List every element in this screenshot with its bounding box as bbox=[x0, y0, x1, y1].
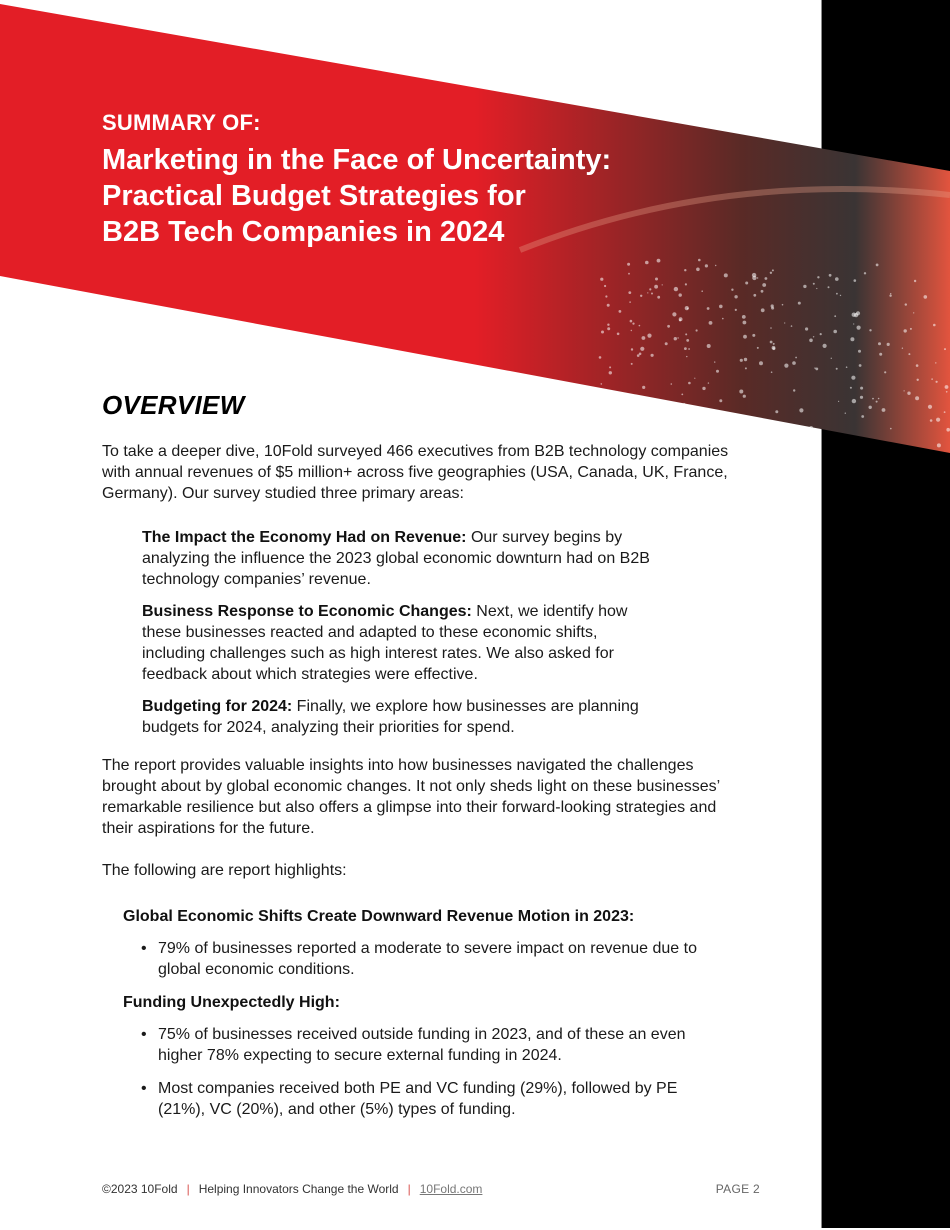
city-light bbox=[707, 344, 711, 348]
bullet-text: 79% of businesses reported a moderate to severe impact on revenue due to global economic conditions. bbox=[158, 940, 697, 978]
highlight-heading: Global Economic Shifts Create Downward Revenue Motion in 2023: bbox=[123, 908, 635, 925]
city-light bbox=[845, 413, 846, 414]
city-light bbox=[709, 321, 713, 325]
city-light bbox=[607, 324, 609, 326]
city-light bbox=[863, 444, 866, 447]
city-light bbox=[791, 325, 793, 327]
city-light bbox=[743, 321, 747, 325]
city-light bbox=[602, 410, 605, 413]
city-light bbox=[832, 443, 834, 445]
bullet-text: 75% of businesses received outside funding in 2023, and of these an even higher 78% expecting to secure external funding in 2024. bbox=[158, 1026, 686, 1064]
footer-separator: | bbox=[186, 1182, 190, 1196]
city-light bbox=[744, 358, 747, 361]
city-light bbox=[677, 337, 678, 338]
overview-content bbox=[102, 441, 742, 1132]
city-light bbox=[758, 433, 761, 436]
city-light bbox=[617, 333, 620, 336]
city-light bbox=[619, 310, 622, 313]
city-light bbox=[933, 324, 936, 327]
city-light bbox=[852, 442, 854, 444]
city-light bbox=[632, 323, 634, 325]
city-light bbox=[740, 359, 743, 362]
highlight-heading: Funding Unexpectedly High: bbox=[123, 994, 340, 1011]
city-light bbox=[838, 401, 839, 402]
city-light bbox=[688, 348, 690, 350]
city-light bbox=[936, 381, 938, 383]
city-light bbox=[833, 450, 837, 454]
city-light bbox=[724, 273, 728, 277]
footer-tagline: Helping Innovators Change the World bbox=[198, 1182, 399, 1196]
city-light bbox=[686, 356, 687, 357]
city-light bbox=[917, 379, 919, 381]
city-light bbox=[890, 293, 891, 294]
city-light bbox=[707, 307, 710, 310]
city-light bbox=[651, 354, 654, 357]
city-light bbox=[909, 448, 911, 450]
city-light bbox=[627, 263, 630, 266]
website-link[interactable]: 10Fold.com bbox=[419, 1182, 483, 1196]
city-light bbox=[693, 411, 697, 415]
city-light bbox=[805, 327, 808, 330]
city-light bbox=[758, 451, 762, 455]
city-light bbox=[908, 353, 910, 355]
city-light bbox=[809, 426, 813, 430]
city-light bbox=[882, 408, 886, 412]
city-light bbox=[850, 387, 852, 389]
city-light bbox=[743, 395, 746, 398]
city-light bbox=[652, 400, 655, 403]
city-light bbox=[681, 394, 683, 396]
city-light bbox=[607, 304, 610, 307]
banner-text bbox=[102, 110, 611, 250]
city-light bbox=[852, 399, 856, 403]
city-light bbox=[913, 312, 914, 313]
city-light bbox=[647, 334, 651, 338]
city-light bbox=[833, 330, 837, 334]
summary-kicker: SUMMARY OF: bbox=[102, 110, 261, 135]
city-light bbox=[784, 364, 788, 368]
city-light bbox=[816, 288, 817, 289]
page-footer bbox=[102, 1181, 760, 1197]
city-light bbox=[645, 430, 648, 433]
city-light bbox=[685, 333, 687, 335]
city-light bbox=[820, 333, 822, 335]
city-light bbox=[869, 406, 872, 409]
title-line: Marketing in the Face of Uncertainty: bbox=[102, 144, 612, 176]
city-light bbox=[604, 285, 606, 287]
city-light bbox=[872, 444, 874, 446]
city-light bbox=[914, 280, 916, 282]
city-light bbox=[775, 410, 778, 413]
city-light bbox=[878, 342, 881, 345]
city-light bbox=[705, 264, 708, 267]
city-light bbox=[821, 452, 824, 455]
city-light bbox=[645, 261, 649, 265]
city-light bbox=[772, 347, 775, 350]
city-light bbox=[761, 308, 765, 312]
city-light bbox=[850, 337, 854, 341]
page-number: PAGE 2 bbox=[715, 1182, 760, 1196]
highlight-bullets bbox=[123, 1024, 723, 1120]
city-light bbox=[619, 435, 622, 438]
area-label: The Impact the Economy Had on Revenue: bbox=[142, 529, 467, 546]
city-light bbox=[842, 449, 844, 451]
area-text: Finally, we explore how businesses are planning budgets for 2024, analyzing their priorities for spend. bbox=[142, 698, 639, 736]
overview-heading: OVERVIEW bbox=[102, 390, 245, 420]
city-light bbox=[752, 334, 755, 337]
city-light bbox=[672, 312, 676, 316]
city-light bbox=[928, 405, 932, 409]
city-light bbox=[671, 383, 673, 385]
city-light bbox=[718, 431, 721, 434]
city-light bbox=[799, 408, 803, 412]
city-light bbox=[626, 434, 629, 437]
city-light bbox=[649, 288, 651, 290]
city-light bbox=[793, 389, 795, 391]
city-light bbox=[752, 273, 756, 277]
city-light bbox=[630, 320, 633, 323]
city-light bbox=[605, 295, 607, 297]
city-light bbox=[936, 418, 940, 422]
city-light bbox=[815, 368, 818, 371]
city-light bbox=[773, 440, 776, 443]
area-label: Business Response to Economic Changes: bbox=[142, 603, 472, 620]
city-light bbox=[654, 285, 658, 289]
city-light bbox=[631, 348, 633, 350]
city-light bbox=[809, 339, 813, 343]
city-light bbox=[702, 418, 704, 420]
city-light bbox=[907, 392, 910, 395]
city-light bbox=[647, 292, 648, 293]
city-light bbox=[836, 293, 838, 295]
city-light bbox=[640, 427, 644, 431]
city-light bbox=[714, 361, 715, 362]
city-light bbox=[784, 322, 785, 323]
city-light bbox=[772, 269, 774, 271]
city-light bbox=[904, 329, 907, 332]
city-light bbox=[887, 343, 890, 346]
city-light bbox=[830, 433, 832, 435]
city-light bbox=[628, 291, 631, 294]
city-light bbox=[770, 341, 773, 344]
city-light bbox=[651, 293, 653, 295]
city-light bbox=[679, 319, 681, 321]
city-light bbox=[944, 348, 946, 350]
area-label: Budgeting for 2024: bbox=[142, 698, 293, 715]
footer-separator: | bbox=[407, 1182, 411, 1196]
city-light bbox=[610, 424, 614, 428]
city-light bbox=[708, 382, 709, 383]
city-light bbox=[817, 276, 819, 278]
city-light bbox=[840, 295, 841, 296]
city-light bbox=[823, 344, 827, 348]
city-light bbox=[890, 428, 892, 430]
city-light bbox=[798, 302, 801, 305]
city-light bbox=[872, 398, 874, 400]
city-light bbox=[868, 452, 872, 456]
city-light bbox=[701, 290, 703, 292]
city-light bbox=[607, 327, 610, 330]
city-light bbox=[946, 391, 948, 393]
city-light bbox=[753, 294, 756, 297]
city-light bbox=[696, 329, 698, 331]
bullet-icon: • bbox=[141, 940, 147, 957]
city-light bbox=[902, 348, 903, 349]
city-light bbox=[731, 289, 733, 291]
city-light bbox=[631, 363, 633, 365]
city-light bbox=[771, 371, 773, 373]
city-light bbox=[745, 437, 748, 440]
city-light bbox=[876, 401, 878, 403]
city-light bbox=[876, 264, 879, 267]
city-light bbox=[722, 318, 724, 320]
city-light bbox=[795, 357, 797, 359]
city-light bbox=[770, 327, 772, 329]
city-light bbox=[716, 370, 719, 373]
city-light bbox=[878, 398, 880, 400]
city-light bbox=[930, 419, 933, 422]
city-light bbox=[792, 361, 796, 365]
city-light bbox=[813, 336, 814, 337]
city-light bbox=[864, 272, 866, 274]
bullet-icon: • bbox=[141, 1080, 147, 1097]
highlight-bullet bbox=[141, 1078, 723, 1120]
city-light bbox=[601, 383, 603, 385]
city-light bbox=[836, 368, 838, 370]
city-light bbox=[922, 449, 923, 450]
city-light bbox=[945, 385, 949, 389]
highlights-intro: The following are report highlights: bbox=[102, 862, 347, 879]
city-light bbox=[858, 350, 861, 353]
city-light bbox=[834, 315, 836, 317]
city-light bbox=[605, 416, 608, 419]
city-light bbox=[924, 295, 928, 299]
city-light bbox=[639, 353, 642, 356]
city-light bbox=[642, 386, 645, 389]
city-light bbox=[869, 329, 871, 331]
city-light bbox=[904, 390, 905, 391]
city-light bbox=[910, 328, 912, 330]
city-light bbox=[889, 295, 891, 297]
footer-copyright: ©2023 10Fold bbox=[102, 1182, 178, 1196]
city-light bbox=[680, 407, 682, 409]
city-light bbox=[687, 308, 689, 310]
city-light bbox=[657, 259, 661, 263]
city-light bbox=[684, 269, 686, 271]
city-light bbox=[667, 325, 670, 328]
city-light bbox=[628, 273, 630, 275]
city-light bbox=[674, 419, 676, 421]
city-light bbox=[742, 315, 746, 319]
city-light bbox=[931, 378, 933, 380]
city-light bbox=[738, 427, 740, 429]
city-light bbox=[916, 453, 917, 454]
highlight-bullets bbox=[123, 938, 723, 980]
city-light bbox=[944, 411, 946, 413]
city-light bbox=[662, 284, 663, 285]
survey-area bbox=[142, 601, 652, 685]
city-light bbox=[640, 347, 644, 351]
city-light bbox=[915, 396, 919, 400]
city-light bbox=[771, 307, 774, 310]
city-light bbox=[715, 265, 716, 266]
city-light bbox=[663, 427, 665, 429]
city-light bbox=[643, 404, 647, 408]
city-light bbox=[639, 400, 642, 403]
city-light bbox=[765, 454, 769, 458]
city-light bbox=[639, 325, 641, 327]
city-light bbox=[916, 364, 919, 367]
bullet-text: Most companies received both PE and VC funding (29%), followed by PE (21%), VC (20%), and other (5%) types of funding. bbox=[158, 1080, 678, 1118]
city-light bbox=[946, 428, 950, 432]
city-light bbox=[828, 286, 830, 288]
city-light bbox=[698, 259, 701, 262]
city-light bbox=[754, 435, 758, 439]
city-light bbox=[761, 290, 764, 293]
city-light bbox=[757, 277, 758, 278]
city-light bbox=[702, 387, 705, 390]
city-light bbox=[640, 295, 642, 297]
city-light bbox=[674, 337, 677, 340]
city-light bbox=[803, 285, 806, 288]
report-title bbox=[102, 142, 611, 250]
city-light bbox=[682, 408, 684, 410]
survey-area bbox=[142, 696, 652, 738]
city-light bbox=[935, 362, 936, 363]
title-line: B2B Tech Companies in 2024 bbox=[102, 216, 505, 248]
city-light bbox=[853, 323, 854, 324]
city-light bbox=[773, 343, 775, 345]
report-paragraph: The report provides valuable insights into how businesses navigated the challenges brought about by global economic changes. It not only sheds light on these businesses’ remarkable resilience but also offers a glimpse into their forward-looking strategies and their aspirations for the future. bbox=[102, 757, 720, 837]
city-light bbox=[694, 378, 695, 379]
city-light bbox=[905, 303, 907, 305]
city-light bbox=[846, 366, 848, 368]
city-light bbox=[735, 309, 737, 311]
city-light bbox=[770, 272, 772, 274]
highlight-bullet bbox=[141, 938, 723, 980]
city-light bbox=[831, 358, 832, 359]
intro-paragraph: To take a deeper dive, 10Fold surveyed 466 executives from B2B technology companies with annual revenues of $5 million+ across five geographies (USA, Canada, UK, France, Germany). Our survey studied three primary areas: bbox=[102, 443, 729, 502]
city-light bbox=[874, 442, 877, 445]
city-light bbox=[631, 330, 632, 331]
city-light bbox=[860, 387, 863, 390]
city-light bbox=[937, 443, 941, 447]
city-light bbox=[813, 283, 815, 285]
survey-area bbox=[142, 527, 652, 590]
city-light bbox=[734, 295, 737, 298]
city-light bbox=[854, 279, 857, 282]
city-light bbox=[665, 342, 668, 345]
city-light bbox=[599, 356, 602, 359]
city-light bbox=[679, 293, 682, 296]
city-light bbox=[658, 418, 661, 421]
city-light bbox=[851, 376, 855, 380]
city-light bbox=[860, 396, 863, 399]
city-light bbox=[799, 442, 800, 443]
city-light bbox=[762, 283, 766, 287]
city-light bbox=[684, 347, 687, 350]
city-light bbox=[719, 399, 722, 402]
city-light bbox=[743, 335, 747, 339]
city-light bbox=[609, 371, 612, 374]
city-light bbox=[835, 277, 839, 281]
city-light bbox=[637, 354, 640, 357]
area-text: Next, we identify how these businesses reacted and adapted to these economic shifts, including challenges such as high interest rates. We also asked for feedback about which strategies were effective. bbox=[142, 603, 628, 683]
city-light bbox=[619, 416, 621, 418]
city-light bbox=[739, 390, 743, 394]
city-light bbox=[859, 364, 862, 367]
city-light bbox=[674, 287, 678, 291]
city-light bbox=[884, 371, 886, 373]
city-light bbox=[829, 274, 832, 277]
city-light bbox=[861, 415, 864, 418]
city-light bbox=[941, 456, 943, 458]
highlight-bullet bbox=[141, 1024, 723, 1066]
city-light bbox=[685, 283, 687, 285]
city-light bbox=[609, 366, 611, 368]
city-light bbox=[719, 305, 723, 309]
city-light bbox=[852, 313, 856, 317]
city-light bbox=[745, 367, 747, 369]
bullet-icon: • bbox=[141, 1026, 147, 1043]
city-light bbox=[688, 382, 691, 385]
city-light bbox=[765, 277, 768, 280]
city-light bbox=[657, 296, 660, 299]
city-light bbox=[600, 278, 603, 281]
city-light bbox=[613, 415, 617, 419]
city-light bbox=[759, 361, 763, 365]
city-light bbox=[757, 347, 759, 349]
city-light bbox=[628, 425, 629, 426]
city-light bbox=[682, 403, 685, 406]
city-light bbox=[743, 419, 747, 423]
city-light bbox=[686, 339, 689, 342]
survey-areas bbox=[142, 527, 652, 738]
city-light bbox=[696, 268, 700, 272]
city-light bbox=[629, 301, 631, 303]
title-line: Practical Budget Strategies for bbox=[102, 180, 526, 212]
city-light bbox=[857, 326, 861, 330]
city-light bbox=[879, 353, 882, 356]
city-light bbox=[642, 336, 646, 340]
city-light bbox=[655, 278, 658, 281]
city-light bbox=[782, 304, 784, 306]
city-light bbox=[601, 331, 604, 334]
report-highlights bbox=[123, 906, 723, 1120]
city-light bbox=[666, 416, 669, 419]
city-light bbox=[760, 432, 762, 434]
city-light bbox=[745, 282, 748, 285]
area-text: Our survey begins by analyzing the influence the 2023 global economic downturn had on B2B technology companies’ revenue. bbox=[142, 529, 650, 588]
